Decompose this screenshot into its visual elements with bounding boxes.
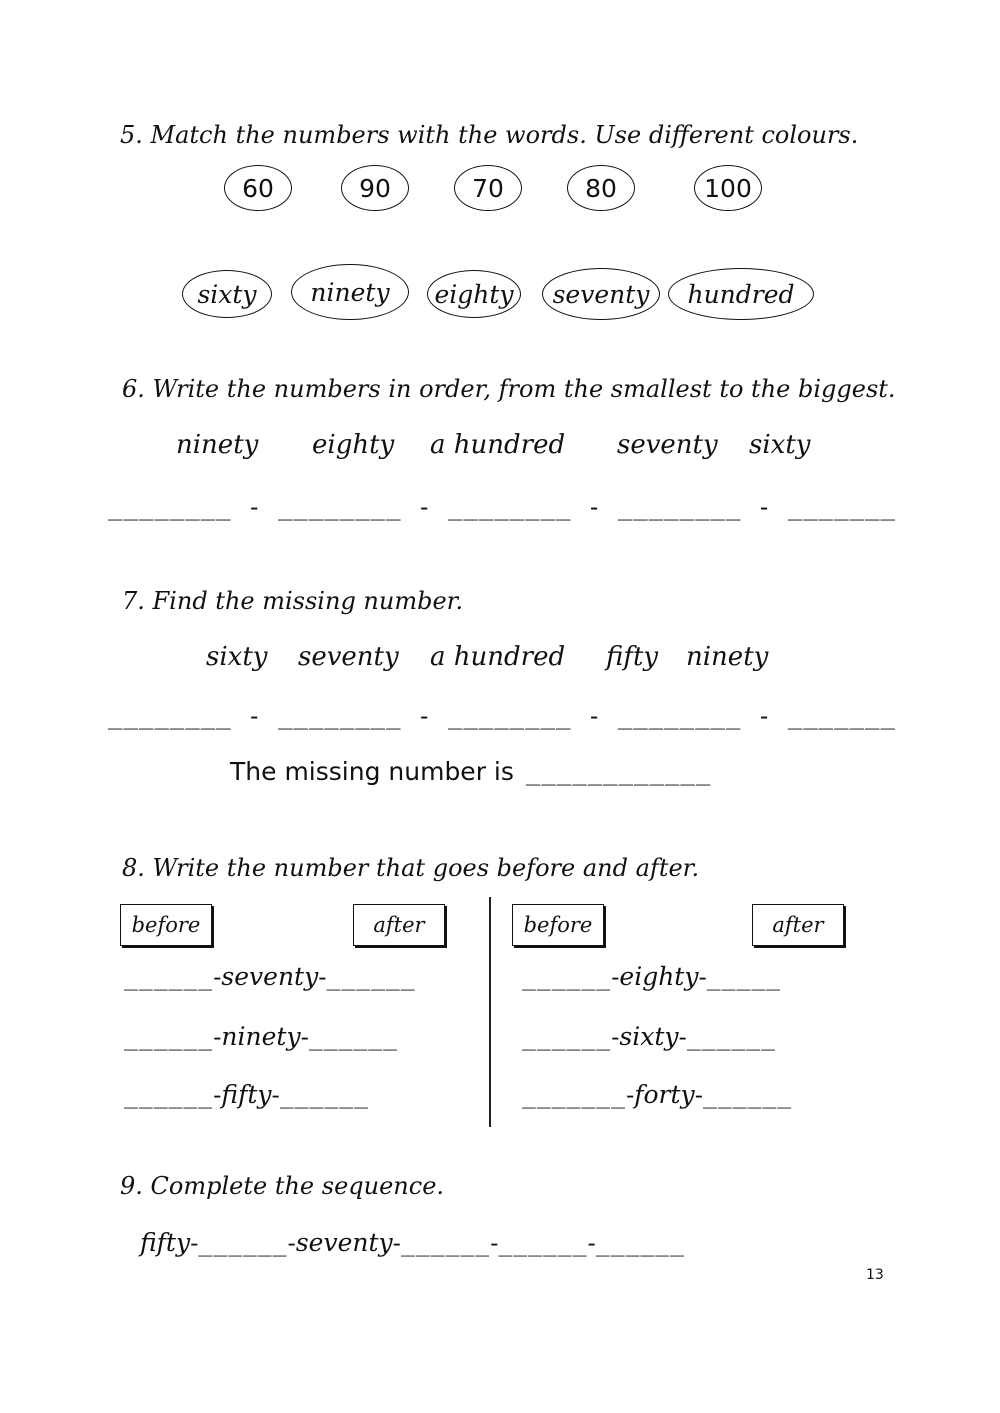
before-label-right: before (512, 904, 604, 946)
word-oval-sixty[interactable]: sixty (182, 270, 272, 318)
ex8-heading: 8. Write the number that goes before and after. (122, 854, 700, 882)
ex9-heading: 9. Complete the sequence. (120, 1172, 445, 1200)
before-blank[interactable]: ______ (522, 1025, 612, 1051)
ex7-word: seventy (298, 642, 399, 672)
dash: - (587, 1231, 596, 1257)
ex6-word: sixty (749, 430, 811, 460)
before-after-row (522, 1080, 792, 1109)
before-blank[interactable]: ______ (522, 965, 612, 991)
ex6-word: ninety (176, 430, 259, 460)
dash: - (190, 1231, 199, 1257)
before-blank[interactable]: _______ (522, 1083, 626, 1109)
column-divider (489, 897, 491, 1127)
ex7-word: a hundred (430, 642, 566, 672)
sequence-given: seventy (295, 1228, 393, 1257)
word-oval-ninety[interactable]: ninety (291, 264, 409, 320)
ex7-word: sixty (206, 642, 268, 672)
before-after-row (522, 962, 781, 991)
before-after-row (124, 1080, 369, 1109)
number-oval-100[interactable]: 100 (694, 165, 762, 211)
ex6-word: a hundred (430, 430, 566, 460)
after-blank[interactable]: ______ (703, 1083, 793, 1109)
ex6-word: eighty (312, 430, 395, 460)
dash: - (318, 965, 327, 991)
number-oval-60[interactable]: 60 (224, 165, 292, 211)
before-blank[interactable]: ______ (124, 1083, 214, 1109)
after-blank[interactable]: ______ (686, 1025, 776, 1051)
dash: - (694, 1083, 703, 1109)
after-blank[interactable]: _____ (706, 965, 782, 991)
before-after-row (124, 1022, 398, 1051)
ex6-answer-line[interactable]: ________ - ________ - ________ - ________ - _______ (108, 493, 896, 521)
dash: - (698, 965, 707, 991)
given-number: ninety (221, 1022, 301, 1051)
number-oval-70[interactable]: 70 (454, 165, 522, 211)
dash: - (213, 1025, 222, 1051)
ex7-word: ninety (686, 642, 769, 672)
sequence-start: fifty (140, 1228, 191, 1257)
page-number: 13 (866, 1267, 884, 1283)
after-blank[interactable]: ______ (279, 1083, 369, 1109)
sequence-blank[interactable]: ______ (400, 1231, 491, 1257)
given-number: seventy (221, 962, 319, 991)
after-label-right: after (752, 904, 844, 946)
after-label-left: after (353, 904, 445, 946)
before-after-row (522, 1022, 776, 1051)
given-number: sixty (619, 1022, 679, 1051)
word-oval-hundred[interactable]: hundred (668, 268, 814, 320)
dash: - (611, 1025, 620, 1051)
before-blank[interactable]: ______ (124, 965, 214, 991)
word-oval-eighty[interactable]: eighty (427, 270, 521, 318)
dash: - (287, 1231, 296, 1257)
sequence-row (140, 1228, 685, 1257)
ex5-heading: 5. Match the numbers with the words. Use different colours. (120, 121, 859, 149)
dash: - (611, 965, 620, 991)
sequence-blank[interactable]: ______ (198, 1231, 288, 1257)
number-oval-80[interactable]: 80 (567, 165, 635, 211)
dash: - (625, 1083, 635, 1109)
word-oval-seventy[interactable]: seventy (542, 268, 660, 320)
before-blank[interactable]: ______ (124, 1025, 214, 1051)
given-number: fifty (221, 1080, 272, 1109)
ex6-heading: 6. Write the numbers in order, from the smallest to the biggest. (122, 375, 896, 403)
given-number: forty (634, 1080, 695, 1109)
given-number: eighty (619, 962, 699, 991)
dash: - (213, 965, 222, 991)
missing-number-blank[interactable]: ____________ (525, 758, 712, 786)
after-blank[interactable]: ______ (308, 1025, 398, 1051)
ex6-word: seventy (617, 430, 718, 460)
before-label-left: before (120, 904, 212, 946)
dash: - (490, 1231, 499, 1257)
dash: - (678, 1025, 687, 1051)
sequence-blank[interactable]: ______ (595, 1231, 685, 1257)
missing-number-prompt: The missing number is (230, 757, 514, 786)
ex7-answer-line[interactable]: ________ - ________ - ________ - ________ - _______ (108, 702, 896, 730)
sequence-blank[interactable]: ______ (498, 1231, 588, 1257)
before-after-row (124, 962, 416, 991)
number-oval-90[interactable]: 90 (341, 165, 409, 211)
dash: - (271, 1083, 280, 1109)
dash: - (213, 1083, 222, 1109)
dash: - (392, 1231, 401, 1257)
after-blank[interactable]: ______ (326, 965, 416, 991)
ex7-heading: 7. Find the missing number. (122, 587, 464, 615)
ex7-word: fifty (606, 642, 659, 672)
dash: - (300, 1025, 309, 1051)
